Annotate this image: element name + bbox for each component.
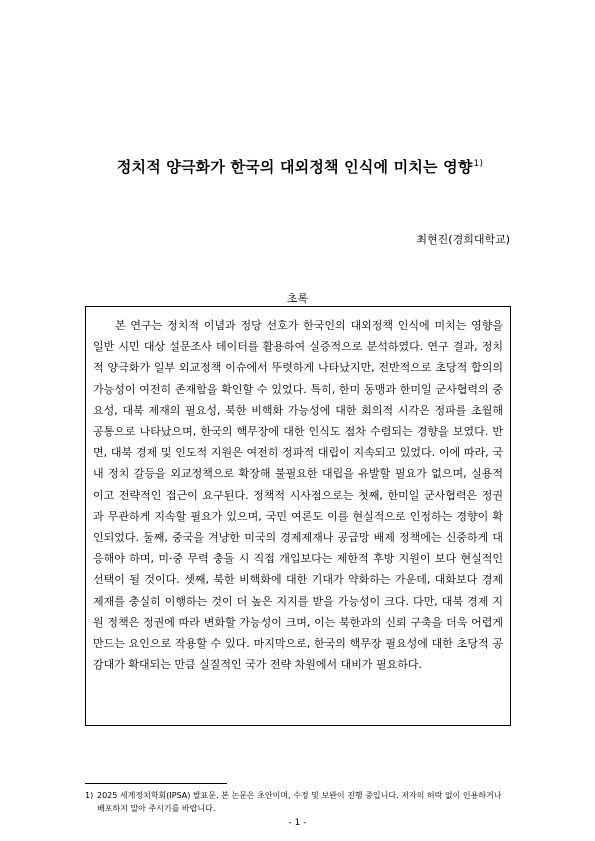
paper-title-text: 정치적 양극화가 한국의 대외정책 인식에 미치는 영향 — [116, 158, 473, 176]
paper-title — [80, 156, 520, 177]
footnote — [85, 789, 511, 815]
abstract-box — [85, 306, 511, 726]
title-footnote-ref[interactable]: 1) — [473, 159, 484, 169]
footnote-divider — [85, 783, 227, 784]
page-number: - 1 - — [288, 818, 307, 828]
footnote-marker: 1) — [85, 791, 94, 800]
author-affiliation: 최현진(경희대학교) — [416, 233, 510, 246]
abstract-body: 본 연구는 정치적 이념과 정당 선호가 한국인의 대외정책 인식에 미치는 영향을 일반 시민 대상 설문조사 데이터를 활용하여 실증적으로 분석하였다. 연구 결과, 정치적 양극화가 일부 외교정책 이슈에서 뚜렷하게 나타났지만, 전반적으로 초당적 합의의 가능성이 여전히 존재함을 확인할 수 있었다. 특히, 한미 동맹과 한미일 군사협력의 중요성, 대북 제재의 필요성, 북한 비핵화 가능성에 대한 회의적 시각은 정파를 초월해 공통으로 나타났으며, 한국의 핵무장에 대한 인식도 점차 수렴되는 경향을 보였다. 반면, 대북 경제 및 인도적 지원은 여전히 정파적 대립이 지속되고 있었다. 이에 따라, 국내 정치 갈등을 외교정책으로 확장해 불필요한 대립을 유발할 필요가 없으며, 실용적이고 전략적인 접근이 요구된다. 정책적 시사점으로는 첫째, 한미일 군사협력은 정권과 무관하게 지속할 필요가 있으며, 국민 여론도 이를 현실적으로 인정하는 경향이 확인되었다. 둘째, 중국을 겨냥한 미국의 경제제재나 공급망 배제 정책에는 신중하게 대응해야 하며, 미·중 무력 충돌 시 직접 개입보다는 제한적 후방 지원이 보다 현실적인 선택이 될 것이다. 셋째, 북한 비핵화에 대한 기대가 약화하는 가운데, 대화보다 경제제재를 충실히 이행하는 것이 더 높은 지지를 받을 가능성이 크다. 다만, 대북 경제 지원 정책은 정권에 따라 변화할 가능성이 크며, 이는 북한과의 신뢰 구축을 더욱 어렵게 만드는 요인으로 작용할 수 있다. 마지막으로, 한국의 핵무장 필요성에 대한 초당적 공감대가 확대되는 만큼 실질적인 국가 전략 차원에서 대비가 필요하다. — [93, 319, 503, 672]
abstract-heading: 초록 — [286, 292, 309, 305]
footnote-text: 2025 세계정치학회(IPSA) 발표문. 본 논문은 초안이며, 수정 및 보완이 진행 중입니다. 저자의 허락 없이 인용하거나 배포하지 말아 주시기를 바랍니다. — [97, 791, 502, 813]
